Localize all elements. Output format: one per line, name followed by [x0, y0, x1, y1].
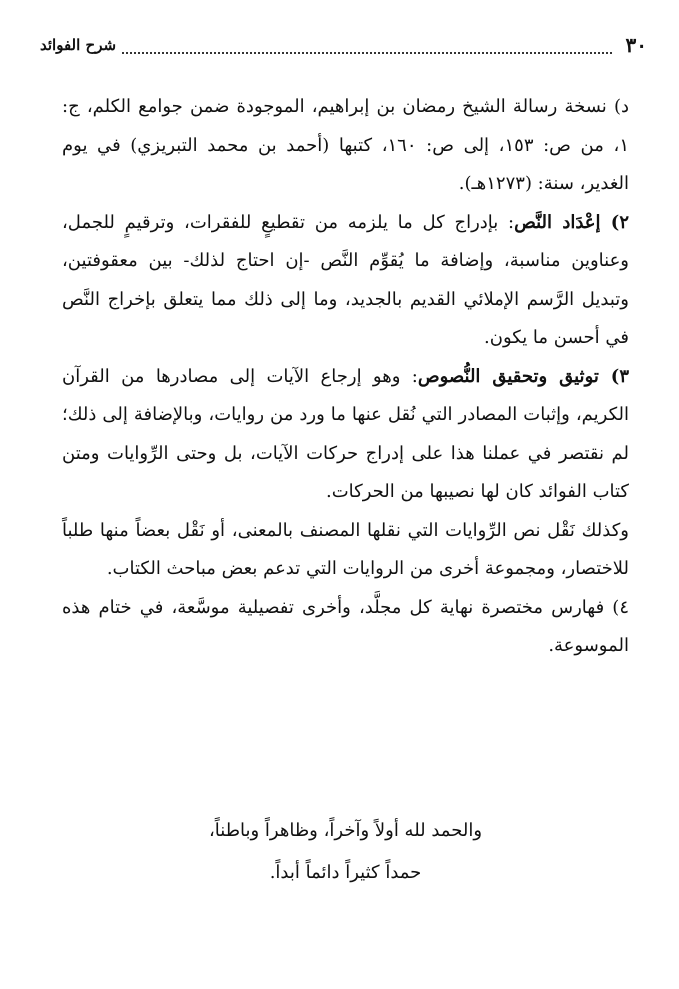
body-text: [62, 88, 629, 666]
verification-body: : وهو إرجاع الآيات إلى مصادرها من القرآن الكريم، وإثبات المصادر التي نُقل عنها ما ورد من روايات، وبالإضافة إلى ذلك؛ لم نقتصر في عملنا هذا على إدراج حركات الآيات، بل وحتى الرِّوايات ومتن كتاب الفوائد كان لها نصيبها من الحركات.: [62, 365, 629, 502]
paragraph-indexes: ٤) فهارس مختصرة نهاية كل مجلَّد، وأخرى تفصيلية موسَّعة، في ختام هذه الموسوعة.: [62, 596, 629, 656]
paragraph-text-preparation: [62, 204, 629, 358]
book-title: شرح الفوائد: [40, 36, 117, 54]
closing-line-2: حمداً كثيراً دائماً أبداً.: [269, 862, 422, 883]
paragraph-verification: [62, 358, 629, 512]
paragraph-narrations: وكذلك نَقْل نص الرِّوايات التي نقلها المصنف بالمعنى، أو نَقْل بعضاً منها طلباً للاختصار، ومجموعة أخرى من الروايات التي تدعم بعض مباحث الكتاب.: [62, 519, 629, 579]
paragraph-source-d: د) نسخة رسالة الشيخ رمضان بن إبراهيم، الموجودة ضمن جوامع الكلم، ج: ١، من ص: ١٥٣، إلى ص: ١٦٠، كتبها (أحمد بن محمد التبريزي) في يوم الغدير، سنة: (١٢٧٣هـ).: [62, 96, 629, 194]
header-dotted-rule: [122, 36, 611, 54]
closing-line-1: والحمد لله أولاً وآخراً، وظاهراً وباطناً،: [208, 820, 483, 841]
page-header: [40, 30, 647, 60]
text-preparation-body: : بإدراج كل ما يلزمه من تقطيعٍ للفقرات، وترقيمٍ للجمل، وعناوين مناسبة، وإضافة ما يُقوِّم النَّص -إن احتاج لذلك- بين معقوفتين، وتبديل الرَّسم الإملائي القديم بالجديد، وما إلى ذلك مما يتعلق بإخراج النَّص في أحسن ما يكون.: [62, 211, 629, 348]
heading-text-preparation: ٢) إعْدَاد النَّص: [514, 211, 629, 233]
closing-praise: [62, 810, 629, 894]
heading-verification: ٣) توثيق وتحقيق النُّصوص: [417, 365, 629, 387]
page-number: ٣٠: [625, 33, 647, 57]
